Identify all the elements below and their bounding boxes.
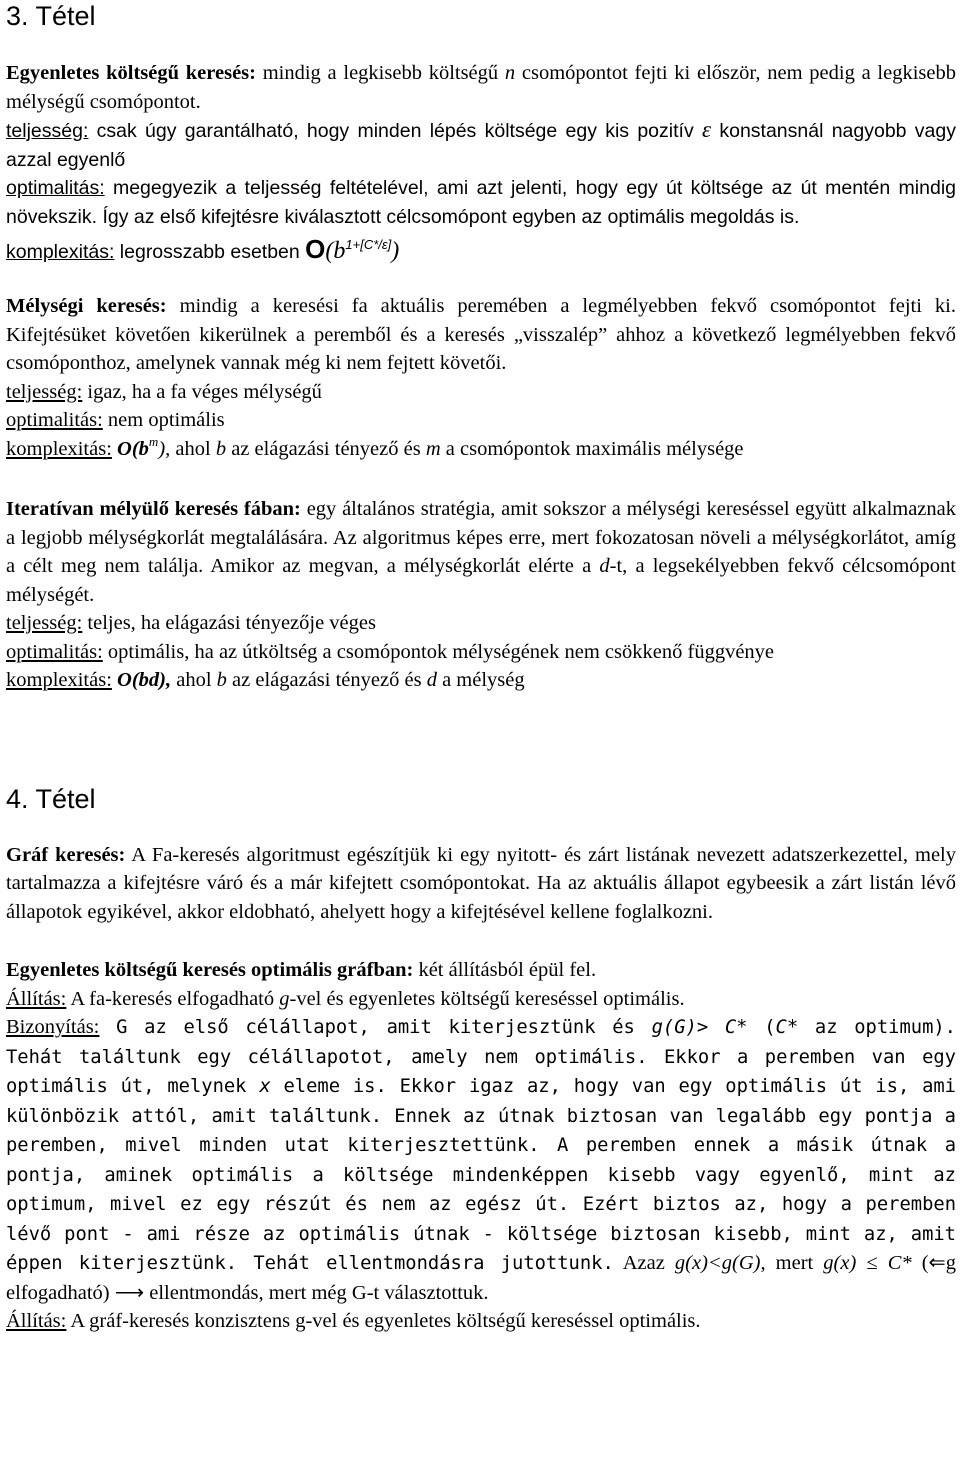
section-iterative-deepening [6, 495, 956, 695]
ucs-optimality: optimalitás: megegyezik a teljesség feltételével, ami azt jelenti, hogy egy út költsége az út mentén mindig növekszik. Így az első kifejtésre kiválasztott célcsomópont egyben az optimális megoldás is. [6, 177, 956, 228]
ucs-complexity: komplexitás: legrosszabb esetben $O(b^{1+[C*/\varepsilon]})$ [6, 234, 400, 264]
section-graph-search [6, 841, 956, 927]
graph-term: Gráf keresés: [6, 843, 126, 866]
claim-1: Állítás: A fa-keresés elfogadható g-vel és egyenletes költségű kereséssel optimális. [6, 987, 685, 1010]
proof-label: Bizonyítás: [6, 1016, 100, 1038]
ucs-term: Egyenletes költségű keresés: [6, 62, 256, 84]
section-ucs-graph [6, 956, 956, 1336]
optimality-label: optimalitás: [6, 640, 103, 663]
ucs-completeness: teljesség: csak úgy garantálható, hogy minden lépés költsége egy kis pozitív ε konstansnál nagyobb vagy azzal egyenlő [6, 117, 956, 171]
dfs-complexity: komplexitás: $O(b^m)$, ahol b az elágazási tényező és m a csomópontok maximális mélysége [6, 433, 744, 460]
ids-term: Iteratívan mélyülő keresés fában: [6, 498, 301, 520]
ids-completeness: teljesség: teljes, ha elágazási tényezője véges [6, 612, 376, 634]
optimality-label: optimalitás: [6, 177, 105, 199]
ids-complexity: komplexitás: O(bd), ahol b az elágazási tényező és d a mélység [6, 669, 525, 691]
ucs-graph-definition: Egyenletes költségű keresés optimális gráfban: két állításból épül fel. [6, 959, 597, 981]
dfs-term: Mélységi keresés: [6, 295, 167, 317]
document-page [6, 0, 956, 1336]
ucs-definition: Egyenletes költségű keresés: mindig a legkisebb költségű n csomópontot fejti ki először, nem pedig a legkisebb mélységű csomópontot. [6, 62, 956, 113]
heading-3: 3. Tétel [6, 1, 96, 31]
complexity-label: komplexitás: [6, 241, 115, 263]
claim-label: Állítás: [6, 987, 67, 1010]
graph-definition: Gráf keresés: A Fa-keresés algoritmust egészítjük ki egy nyitott- és zárt listának nevezett adatszerkezettel, mely tartalmazza a kifejtésre váró és a már kifejtett csomópontokat. Ha az aktuális állapot egybeesik a zárt listán lévő állapotok egyikével, akkor eldobható, ahelyett hogy a kifejtésével kellene foglalkozni. [6, 843, 956, 923]
heading-4: 4. Tétel [6, 783, 96, 814]
ucs-graph-term: Egyenletes költségű keresés optimális gráfban: [6, 959, 414, 981]
dfs-completeness: teljesség: igaz, ha a fa véges mélységű [6, 380, 322, 403]
claim-label: Állítás: [6, 1310, 67, 1332]
claim-2: Állítás: A gráf-keresés konzisztens g-vel és egyenletes költségű kereséssel optimális. [6, 1310, 701, 1332]
complexity-label: komplexitás: [6, 669, 112, 691]
proof: Bizonyítás: G az első célállapot, amit kiterjesztünk és g(G)> C* (C* az optimum). Tehát találtunk egy célállapotot, amely nem optimális. Ekkor a peremben van egy optimális út, melynek x eleme is. Ekkor igaz az, hogy van egy optimális út is, ami különbözik attól, amit találtunk. Ennek az útnak biztosan van legalább egy pontja a peremben, mivel minden utat kiterjesztettünk. A peremben ennek a másik útnak a pontja, aminek optimális a költsége mindenképpen kisebb vagy egyenlő, mint az optimum, mivel ez egy részút és nem az egész út. Ezért biztos az, hogy a peremben lévő pont - ami része az optimális útnak - költsége biztosan kisebb, mint az, amit éppen kiterjesztünk. Tehát ellentmondásra jutottunk. Azaz g(x)<g(G), mert g(x) ≤ C* (⇐g elfogadható) ⟶ ellentmondás, mert még G-t választottuk. [6, 1016, 956, 1304]
completeness-label: teljesség: [6, 380, 83, 403]
completeness-label: teljesség: [6, 612, 83, 634]
dfs-definition: Mélységi keresés: mindig a keresési fa aktuális peremében a legmélyebben fekvő csomópontot fejti ki. Kifejtésüket követően kikerülnek a peremből és a keresés „visszalép” ahhoz a következő legmélyebben fekvő csomóponthoz, amelynek vannak még ki nem fejtett követői. [6, 295, 956, 374]
completeness-label: teljesség: [6, 120, 89, 142]
section-depth-first [6, 292, 956, 463]
optimality-label: optimalitás: [6, 409, 103, 431]
ids-definition: Iteratívan mélyülő keresés fában: egy általános stratégia, amit sokszor a mélységi kereséssel együtt alkalmaznak a legjobb mélységkorlát megtalálására. Az algoritmus képes erre, mert fokozatosan növeli a mélységkorlátot, amíg a célt meg nem találja. Amikor az megvan, a mélységkorlát elérte a d-t, a legsekélyebben fekvő célcsomópont mélységét. [6, 498, 957, 606]
complexity-label: komplexitás: [6, 437, 112, 460]
dfs-optimality: optimalitás: nem optimális [6, 409, 225, 431]
ids-optimality: optimalitás: optimális, ha az útköltség a csomópontok mélységének nem csökkenő függvénye [6, 640, 775, 663]
section-uniform-cost [6, 59, 956, 270]
